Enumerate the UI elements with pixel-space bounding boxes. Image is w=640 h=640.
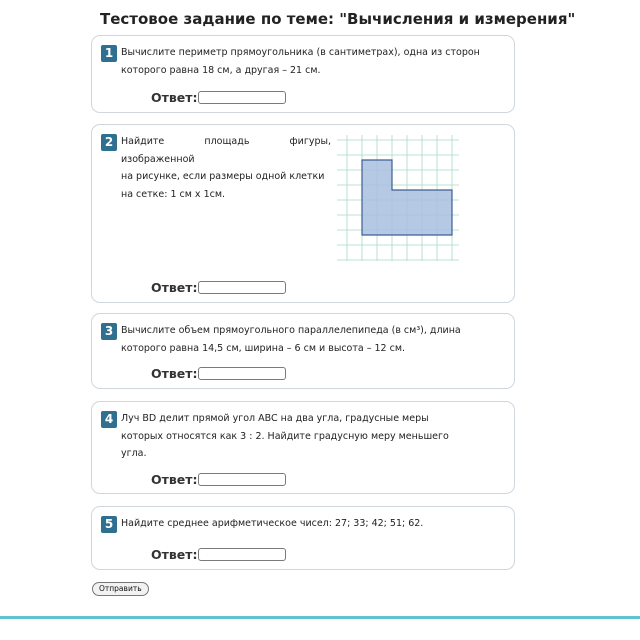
question-text-line: Найдите среднее арифметическое чисел: 27; 33; 42; 51; 62. bbox=[121, 518, 424, 529]
question-text-line: на рисунке, если размеры одной клетки bbox=[121, 171, 325, 182]
answer-input-2[interactable] bbox=[198, 281, 286, 294]
question-text-line: которого равна 18 см, а другая – 21 см. bbox=[121, 64, 321, 76]
question-text-line: на сетке: 1 см х 1см. bbox=[121, 188, 226, 200]
question-text-line: Вычислите периметр прямоугольника (в сантиметрах), одна из сторон bbox=[121, 47, 480, 58]
answer-input-4[interactable] bbox=[198, 473, 286, 486]
question-number-badge: 2 bbox=[101, 134, 117, 151]
question-text-line: угла. bbox=[121, 448, 147, 459]
question-text-line: которого равна 14,5 см, ширина – 6 см и высота – 12 см. bbox=[121, 342, 406, 354]
page-title: Тестовое задание по теме: "Вычисления и измерения" bbox=[100, 10, 576, 28]
question-number-badge: 5 bbox=[101, 516, 117, 533]
question-card-2 bbox=[91, 124, 515, 303]
answer-input-5[interactable] bbox=[198, 548, 286, 561]
answer-input-3[interactable] bbox=[198, 367, 286, 380]
question-number-badge: 4 bbox=[101, 411, 117, 428]
question-text bbox=[121, 410, 491, 463]
question-text bbox=[121, 515, 491, 533]
answer-input-1[interactable] bbox=[198, 91, 286, 104]
question-card-3 bbox=[91, 313, 515, 389]
answer-label: Ответ: bbox=[151, 366, 198, 381]
question-text bbox=[121, 133, 331, 203]
question-number-badge: 3 bbox=[101, 323, 117, 340]
submit-button[interactable]: Отправить bbox=[92, 582, 149, 596]
question-card-5 bbox=[91, 506, 515, 570]
question-text-line: Найдите площадь фигуры, изображенной bbox=[121, 136, 331, 165]
grid-figure bbox=[337, 135, 459, 261]
question-card-1 bbox=[91, 35, 515, 113]
question-card-4 bbox=[91, 401, 515, 494]
question-text-line: которых относятся как 3 : 2. Найдите градусную меру меньшего bbox=[121, 430, 449, 442]
question-text-line: Луч BD делит прямой угол ABC на два угла, градусные меры bbox=[121, 413, 429, 424]
answer-label: Ответ: bbox=[151, 547, 198, 562]
answer-label: Ответ: bbox=[151, 280, 198, 295]
bottom-divider bbox=[0, 616, 640, 619]
answer-label: Ответ: bbox=[151, 472, 198, 487]
question-number-badge: 1 bbox=[101, 45, 117, 62]
question-text bbox=[121, 44, 491, 79]
question-text-line: Вычислите объем прямоугольного параллелепипеда (в см³), длина bbox=[121, 325, 461, 336]
answer-label: Ответ: bbox=[151, 90, 198, 105]
question-text bbox=[121, 322, 491, 357]
